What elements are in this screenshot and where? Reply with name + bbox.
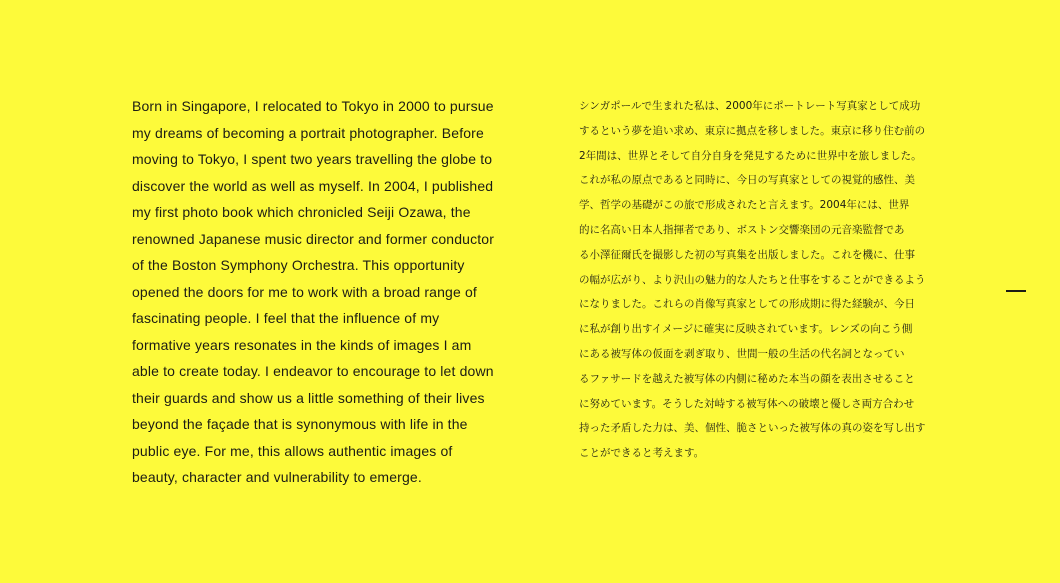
bio-japanese-line: る小澤征爾氏を撮影した初の写真集を出版しました。これを機に、仕事 — [579, 248, 915, 261]
bio-japanese-line: するという夢を追い求め、東京に拠点を移しました。東京に移り住む前の — [579, 124, 926, 137]
bio-english-line: Born in Singapore, I relocated to Tokyo in 2000 to pursue — [132, 98, 494, 114]
bio-japanese-line: になりました。これらの肖像写真家としての形成期に得た経験が、今日 — [579, 298, 915, 311]
bio-english-line: of the Boston Symphony Orchestra. This opportunity — [132, 257, 465, 273]
bio-japanese-line: これが私の原点であると同時に、今日の写真家としての視覚的感性、美 — [579, 174, 915, 187]
bio-english — [132, 93, 522, 491]
bio-japanese-line: にある被写体の仮面を剥ぎ取り、世間一般の生活の代名詞となってい — [579, 347, 905, 360]
bio-english-line: able to create today. I endeavor to encourage to let down — [132, 363, 494, 379]
bio-japanese-line: 2年間は、世界とそして自分自身を発見するために世界中を旅しました。 — [579, 149, 922, 162]
bio-japanese-line: ことができると考えます。 — [579, 447, 705, 460]
bio-japanese-line: に私が創り出すイメージに確実に反映されています。レンズの向こう側 — [579, 323, 913, 336]
bio-english-line: formative years resonates in the kinds of images I am — [132, 336, 472, 353]
bio-japanese-line: 持った矛盾した力は、美、個性、脆さといった被写体の真の姿を写し出す — [579, 422, 926, 435]
bio-english-line: discover the world as well as myself. In 2004, I published — [132, 177, 494, 194]
bio-japanese-line: に努めています。そうした対峙する被写体への破壊と優しさ両方合わせ — [579, 397, 915, 410]
bio-japanese-line: るファサードを越えた被写体の内側に秘めた本当の顔を表出させること — [579, 372, 915, 385]
bio-japanese — [579, 94, 939, 466]
bio-japanese-line: の幅が広がり、より沢山の魅力的な人たちと仕事をすることができるよう — [579, 273, 926, 286]
bio-english-line: public eye. For me, this allows authentic images of — [132, 442, 453, 459]
bio-japanese-line: シンガポールで生まれた私は、2000年にポートレート写真家として成功 — [579, 100, 921, 112]
menu-toggle-button[interactable] — [1000, 280, 1032, 302]
bio-english-line: moving to Tokyo, I spent two years travelling the globe to — [132, 151, 493, 167]
bio-english-line: my dreams of becoming a portrait photographer. Before — [132, 124, 484, 141]
bio-english-line: renowned Japanese music director and former conductor — [132, 230, 495, 247]
bio-japanese-line: 的に名高い日本人指揮者であり、ボストン交響楽団の元音楽監督であ — [579, 223, 905, 236]
bio-english-line: opened the doors for me to work with a broad range of — [132, 283, 477, 300]
bio-english-line: fascinating people. I feel that the influence of my — [132, 310, 440, 326]
bio-english-line: their guards and show us a little something of their lives — [132, 389, 485, 406]
bio-english-line: beauty, character and vulnerability to emerge. — [132, 469, 422, 485]
bio-english-line: my first photo book which chronicled Seiji Ozawa, the — [132, 204, 471, 220]
bio-japanese-line: 学、哲学の基礎がこの旅で形成されたと言えます。2004年には、世界 — [579, 199, 910, 212]
dash-icon — [1006, 290, 1026, 292]
bio-english-line: beyond the façade that is synonymous with life in the — [132, 416, 468, 432]
